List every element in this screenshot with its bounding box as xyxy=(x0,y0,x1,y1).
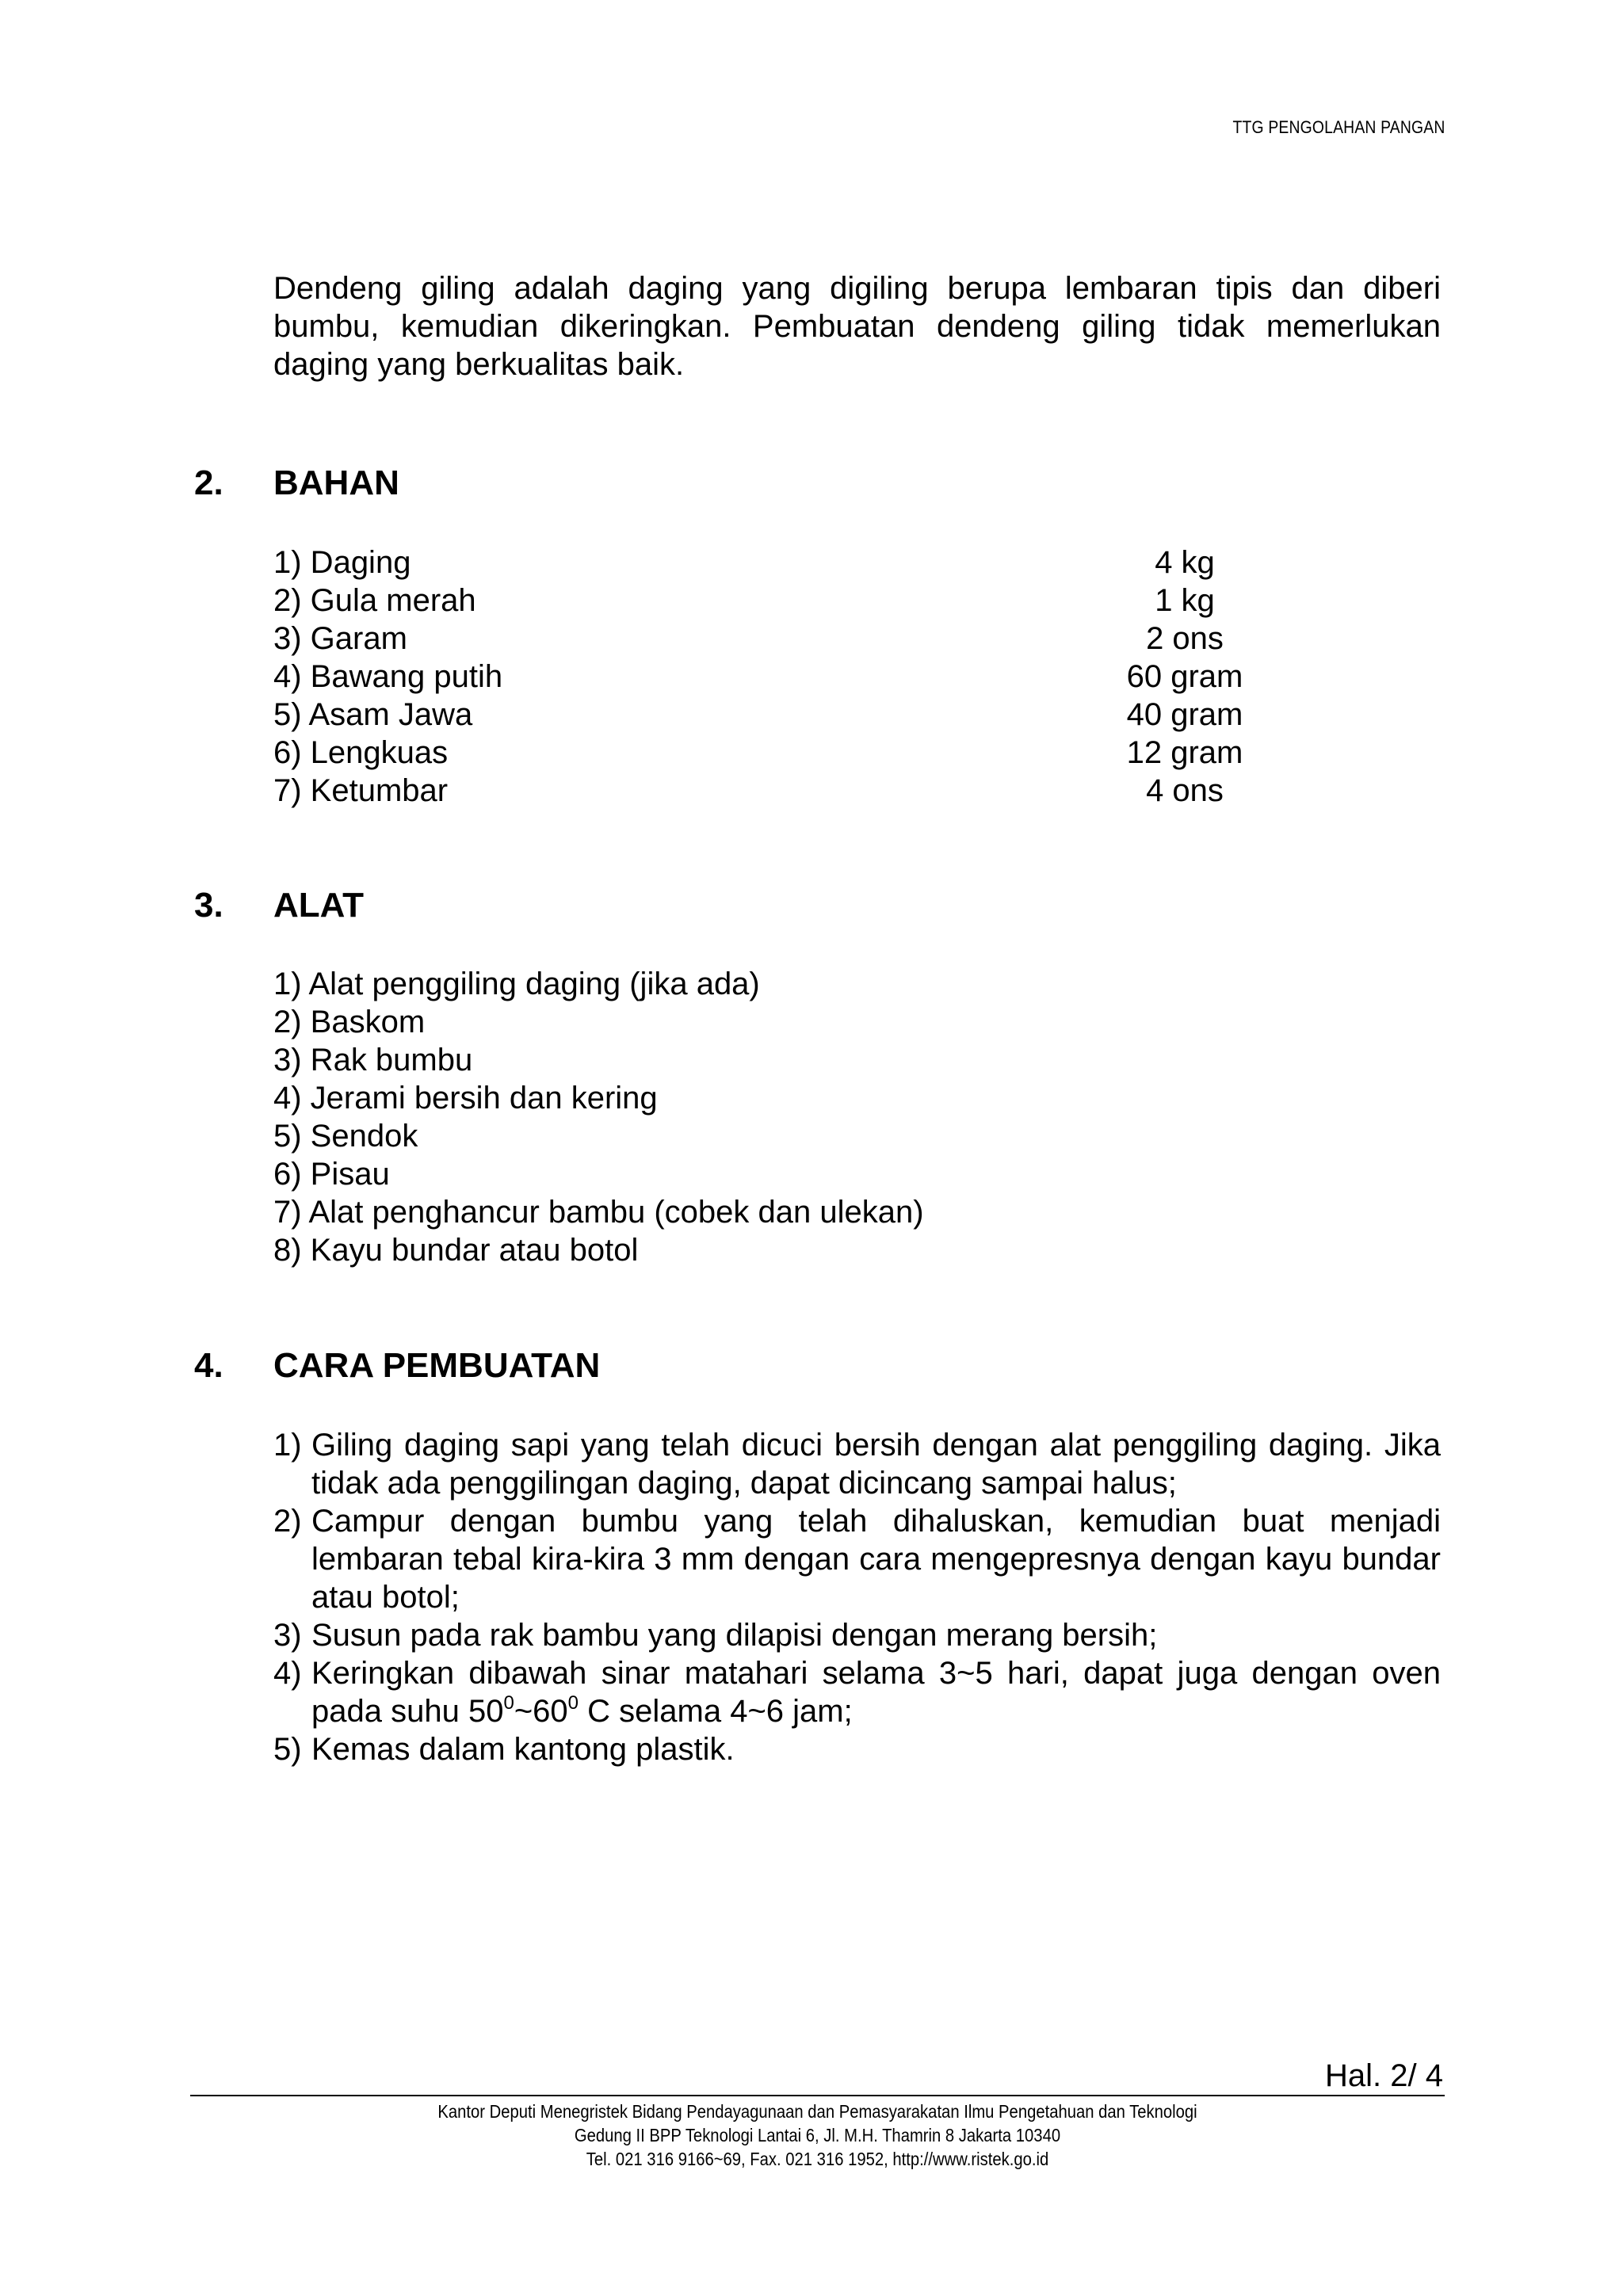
ingredient-quantity: 4 kg xyxy=(1155,545,1215,580)
list-item: 4) Jerami bersih dan kering xyxy=(273,1081,658,1116)
superscript: 0 xyxy=(503,1692,514,1714)
step-text-part: C selama 4~6 jam; xyxy=(579,1694,853,1729)
list-item xyxy=(273,1654,1441,1730)
step-text: Susun pada rak bambu yang dilapisi dengan merang bersih; xyxy=(311,1618,1158,1653)
alat-list xyxy=(273,965,924,1269)
list-item xyxy=(273,734,1272,772)
step-number: 2) xyxy=(273,1504,302,1539)
running-header: TTG PENGOLAHAN PANGAN xyxy=(1233,117,1445,137)
step-number: 1) xyxy=(273,1428,302,1463)
list-item: 2) Baskom xyxy=(273,1005,426,1039)
step-text-part: Keringkan dibawah sinar matahari selama 3~5 hari, dapat juga dengan oven pada suhu 50 xyxy=(311,1656,1441,1729)
ingredient-name: 5) Asam Jawa xyxy=(273,697,473,732)
ingredient-quantity: 1 kg xyxy=(1155,583,1215,618)
step-text: Giling daging sapi yang telah dicuci bersih dengan alat penggiling daging. Jika tidak ada penggilingan daging, dapat dicincang sampai halus; xyxy=(311,1428,1441,1501)
section-number: 2. xyxy=(194,463,223,502)
list-item xyxy=(273,582,1272,620)
section-title-cara-pembuatan xyxy=(194,1345,600,1386)
superscript: 0 xyxy=(567,1692,579,1714)
footer xyxy=(190,2100,1445,2171)
list-item xyxy=(273,658,1272,696)
step-number: 4) xyxy=(273,1656,302,1691)
ingredient-name: 1) Daging xyxy=(273,545,411,580)
bahan-list xyxy=(273,543,1272,810)
step-text: Kemas dalam kantong plastik. xyxy=(311,1732,735,1767)
step-number: 5) xyxy=(273,1732,302,1767)
list-item: 5) Sendok xyxy=(273,1119,418,1154)
list-item xyxy=(273,1502,1441,1616)
step-text xyxy=(311,1654,1441,1730)
footer-line: Kantor Deputi Menegristek Bidang Pendayagunaan dan Pemasyarakatan Ilmu Pengetahuan dan Teknologi xyxy=(437,2101,1197,2122)
ingredient-name: 3) Garam xyxy=(273,621,407,656)
ingredient-name: 6) Lengkuas xyxy=(273,735,449,770)
ingredient-name: 7) Ketumbar xyxy=(273,773,449,808)
footer-line: Tel. 021 316 9166~69, Fax. 021 316 1952, http://www.ristek.go.id xyxy=(586,2149,1049,2169)
list-item: 3) Rak bumbu xyxy=(273,1043,473,1077)
list-item xyxy=(273,1616,1441,1654)
steps-list xyxy=(273,1426,1441,1768)
ingredient-quantity: 4 ons xyxy=(1146,773,1224,808)
intro-paragraph: Dendeng giling adalah daging yang digiling berupa lembaran tipis dan diberi bumbu, kemudian dikeringkan. Pembuatan dendeng giling tidak memerlukan daging yang berkualitas baik. xyxy=(273,271,1441,382)
step-number: 3) xyxy=(273,1618,302,1653)
list-item xyxy=(273,772,1272,810)
section-heading: CARA PEMBUATAN xyxy=(273,1346,601,1385)
ingredient-quantity: 2 ons xyxy=(1146,621,1224,656)
list-item xyxy=(273,620,1272,658)
ingredient-name: 4) Bawang putih xyxy=(273,659,503,694)
step-text: Campur dengan bumbu yang telah dihaluskan, kemudian buat menjadi lembaran tebal kira-kira 3 mm dengan cara mengepresnya dengan kayu bundar atau botol; xyxy=(311,1504,1441,1615)
section-heading: BAHAN xyxy=(273,463,399,502)
list-item xyxy=(273,696,1272,734)
ingredient-quantity: 40 gram xyxy=(1126,697,1243,732)
section-number: 3. xyxy=(194,886,223,925)
list-item: 1) Alat penggiling daging (jika ada) xyxy=(273,967,760,1001)
list-item xyxy=(273,543,1272,582)
footer-divider xyxy=(190,2095,1445,2096)
ingredient-quantity: 60 gram xyxy=(1126,659,1243,694)
section-heading: ALAT xyxy=(273,886,365,925)
footer-line: Gedung II BPP Teknologi Lantai 6, Jl. M.H. Thamrin 8 Jakarta 10340 xyxy=(574,2125,1061,2145)
list-item xyxy=(273,1426,1441,1502)
step-text-part: ~60 xyxy=(514,1694,568,1729)
section-title-alat xyxy=(194,885,364,926)
list-item: 6) Pisau xyxy=(273,1157,390,1192)
section-number: 4. xyxy=(194,1346,223,1385)
list-item xyxy=(273,1730,1441,1768)
ingredient-quantity: 12 gram xyxy=(1126,735,1243,770)
ingredient-name: 2) Gula merah xyxy=(273,583,476,618)
section-title-bahan xyxy=(194,463,399,504)
page-number: Hal. 2/ 4 xyxy=(1325,2058,1443,2093)
list-item: 8) Kayu bundar atau botol xyxy=(273,1233,639,1268)
list-item: 7) Alat penghancur bambu (cobek dan ulekan) xyxy=(273,1195,924,1230)
